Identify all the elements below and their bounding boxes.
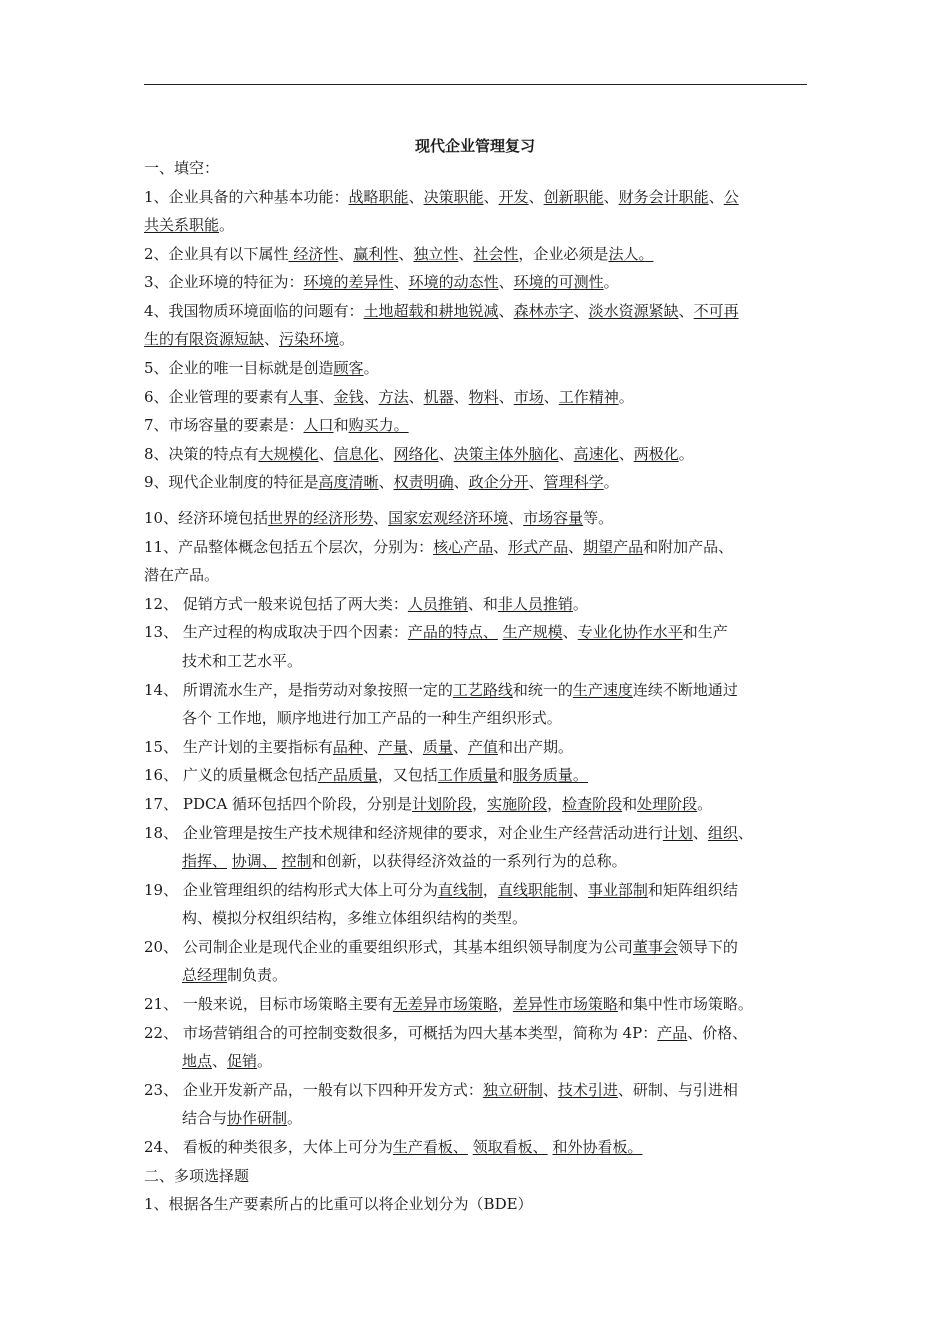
text-line: 1、企业具备的六种基本功能：战略职能、决策职能、开发、创新职能、财务会计职能、公: [144, 188, 739, 206]
text-line: 5、企业的唯一目标就是创造顾客。: [144, 359, 379, 377]
text-line: 技术和工艺水平。: [182, 652, 303, 670]
text-line: 19、 企业管理组织的结构形式大体上可分为直线制，直线职能制、事业部制和矩阵组织结: [144, 881, 738, 899]
text-line: 二、多项选择题: [144, 1167, 250, 1185]
text-line: 18、 企业管理是按生产技术规律和经济规律的要求，对企业生产经营活动进行计划、组织、: [144, 824, 753, 842]
text-line: 一、填空：: [144, 159, 220, 177]
text-line: 指挥、 协调、 控制和创新，以获得经济效益的一系列行为的总称。: [182, 852, 627, 870]
text-line: 6、企业管理的要素有人事、金钱、方法、机器、物料、市场、工作精神。: [144, 388, 634, 406]
text-line: 14、 所谓流水生产，是指劳动对象按照一定的工艺路线和统一的生产速度连续不断地通过: [144, 681, 738, 699]
text-line: 结合与协作研制。: [182, 1109, 303, 1127]
text-line: 各个 工作地，顺序地进行加工产品的一种生产组织形式。: [182, 709, 562, 727]
text-line: 11、产品整体概念包括五个层次，分别为：核心产品、形式产品、期望产品和附加产品、: [144, 538, 734, 556]
text-line: 20、 公司制企业是现代企业的重要组织形式，其基本组织领导制度为公司董事会领导下的: [144, 938, 738, 956]
text-line: 12、 促销方式一般来说包括了两大类：人员推销、和非人员推销。: [144, 595, 588, 613]
text-line: 10、经济环境包括世界的经济形势、国家宏观经济环境、市场容量等。: [144, 509, 614, 527]
text-line: 共关系职能。: [144, 216, 235, 234]
text-line: 潜在产品。: [144, 566, 220, 584]
text-line: 17、 PDCA 循环包括四个阶段，分别是计划阶段，实施阶段，检查阶段和处理阶段。: [144, 795, 713, 813]
text-line: 13、 生产过程的构成取决于四个因素：产品的特点、 生产规模、专业化协作水平和生产: [144, 623, 728, 641]
text-line: 地点、促销。: [182, 1052, 273, 1070]
document-title: 现代企业管理复习: [414, 137, 535, 155]
text-line: 构、模拟分权组织结构，多维立体组织结构的类型。: [182, 909, 528, 927]
text-line: 7、市场容量的要素是：人口和购买力。: [144, 416, 409, 434]
text-line: 总经理制负责。: [182, 966, 288, 984]
text-line: 21、 一般来说，目标市场策略主要有无差异市场策略，差异性市场策略和集中性市场策略。: [144, 995, 753, 1013]
text-line: 16、 广义的质量概念包括产品质量，又包括工作质量和服务质量。: [144, 766, 588, 784]
header-rule: [144, 84, 807, 85]
text-line: 22、 市场营销组合的可控制变数很多，可概括为四大基本类型，简称为 4P：产品、价格、: [144, 1024, 748, 1042]
text-line: 3、企业环境的特征为：环境的差异性、环境的动态性、环境的可测性。: [144, 273, 619, 291]
text-line: 9、现代企业制度的特征是高度清晰、权责明确、政企分开、管理科学。: [144, 473, 619, 491]
text-line: 8、决策的特点有大规模化、信息化、网络化、决策主体外脑化、高速化、两极化。: [144, 445, 694, 463]
text-line: 生的有限资源短缺、污染环境。: [144, 330, 355, 348]
text-line: 23、 企业开发新产品，一般有以下四种开发方式：独立研制、技术引进、研制、与引进相: [144, 1081, 738, 1099]
text-line: 15、 生产计划的主要指标有品种、产量、质量、产值和出产期。: [144, 738, 573, 756]
text-line: 1、根据各生产要素所占的比重可以将企业划分为（BDE）: [144, 1195, 533, 1213]
text-line: 24、 看板的种类很多，大体上可分为生产看板、 领取看板、 和外协看板。: [144, 1138, 643, 1156]
text-line: 2、企业具有以下属性 经济性、赢利性、独立性、社会性，企业必须是法人。: [144, 245, 654, 263]
text-line: 4、我国物质环境面临的问题有：土地超载和耕地锐减、森林赤字、淡水资源紧缺、不可再: [144, 302, 739, 320]
